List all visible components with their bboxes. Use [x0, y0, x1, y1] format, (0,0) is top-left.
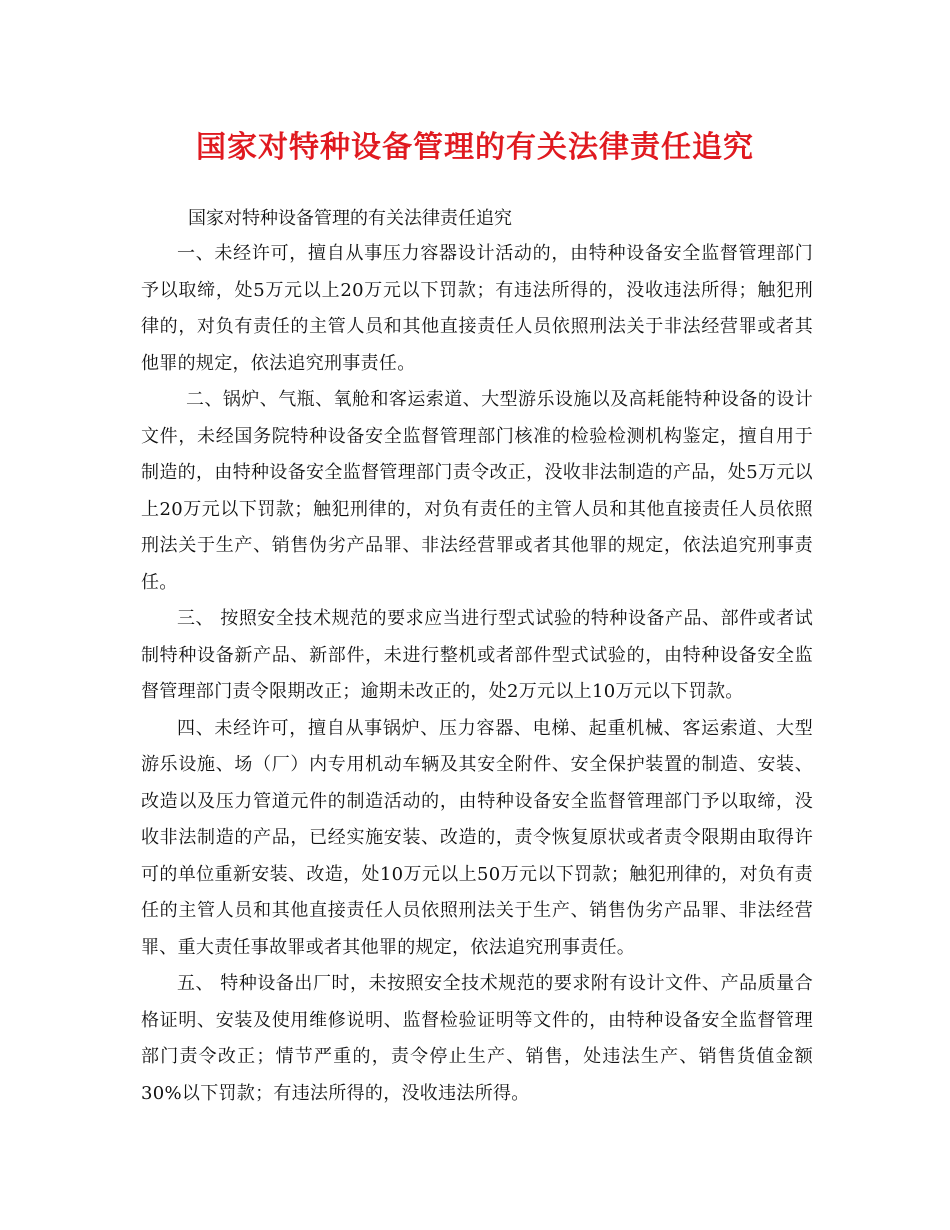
- document-body: [141, 204, 813, 1112]
- paragraph-3: 三、 按照安全技术规范的要求应当进行型式试验的特种设备产品、部件或者试制特种设备新产品、新部件，未进行整机或者部件型式试验的，由特种设备安全监督管理部门责令限期改正；逾期未改正的，处2万元以上10万元以下罚款。: [141, 608, 813, 702]
- paragraph-2: 二、锅炉、气瓶、氧舱和客运索道、大型游乐设施以及高耗能特种设备的设计文件，未经国务院特种设备安全监督管理部门核准的检验检测机构鉴定，擅自用于制造的，由特种设备安全监督管理部门责令改正，没收非法制造的产品，处5万元以上20万元以下罚款；触犯刑律的，对负有责任的主管人员和其他直接责任人员依照刑法关于生产、销售伪劣产品罪、非法经营罪或者其他罪的规定，依法追究刑事责任。: [141, 389, 813, 593]
- document-title: 国家对特种设备管理的有关法律责任追究: [196, 130, 754, 165]
- paragraph-4: 四、未经许可，擅自从事锅炉、压力容器、电梯、起重机械、客运索道、大型游乐设施、场（厂）内专用机动车辆及其安全附件、安全保护装置的制造、安装、改造以及压力管道元件的制造活动的，由特种设备安全监督管理部门予以取缔，没收非法制造的产品，已经实施安装、改造的，责令恢复原状或者责令限期由取得许可的单位重新安装、改造，处10万元以上50万元以下罚款；触犯刑律的，对负有责任的主管人员和其他直接责任人员依照刑法关于生产、销售伪劣产品罪、非法经营罪、重大责任事故罪或者其他罪的规定，依法追究刑事责任。: [141, 717, 813, 958]
- document-subtitle: 国家对特种设备管理的有关法律责任追究: [188, 208, 512, 229]
- paragraph-5: 五、 特种设备出厂时，未按照安全技术规范的要求附有设计文件、产品质量合格证明、安装及使用维修说明、监督检验证明等文件的，由特种设备安全监督管理部门责令改正；情节严重的，责令停止生产、销售，处违法生产、销售货值金额30%以下罚款；有违法所得的，没收违法所得。: [141, 973, 813, 1104]
- paragraph-1: 一、未经许可，擅自从事压力容器设计活动的，由特种设备安全监督管理部门予以取缔，处5万元以上20万元以下罚款；有违法所得的，没收违法所得；触犯刑律的，对负有责任的主管人员和其他直接责任人员依照刑法关于非法经营罪或者其他罪的规定，依法追究刑事责任。: [141, 243, 813, 374]
